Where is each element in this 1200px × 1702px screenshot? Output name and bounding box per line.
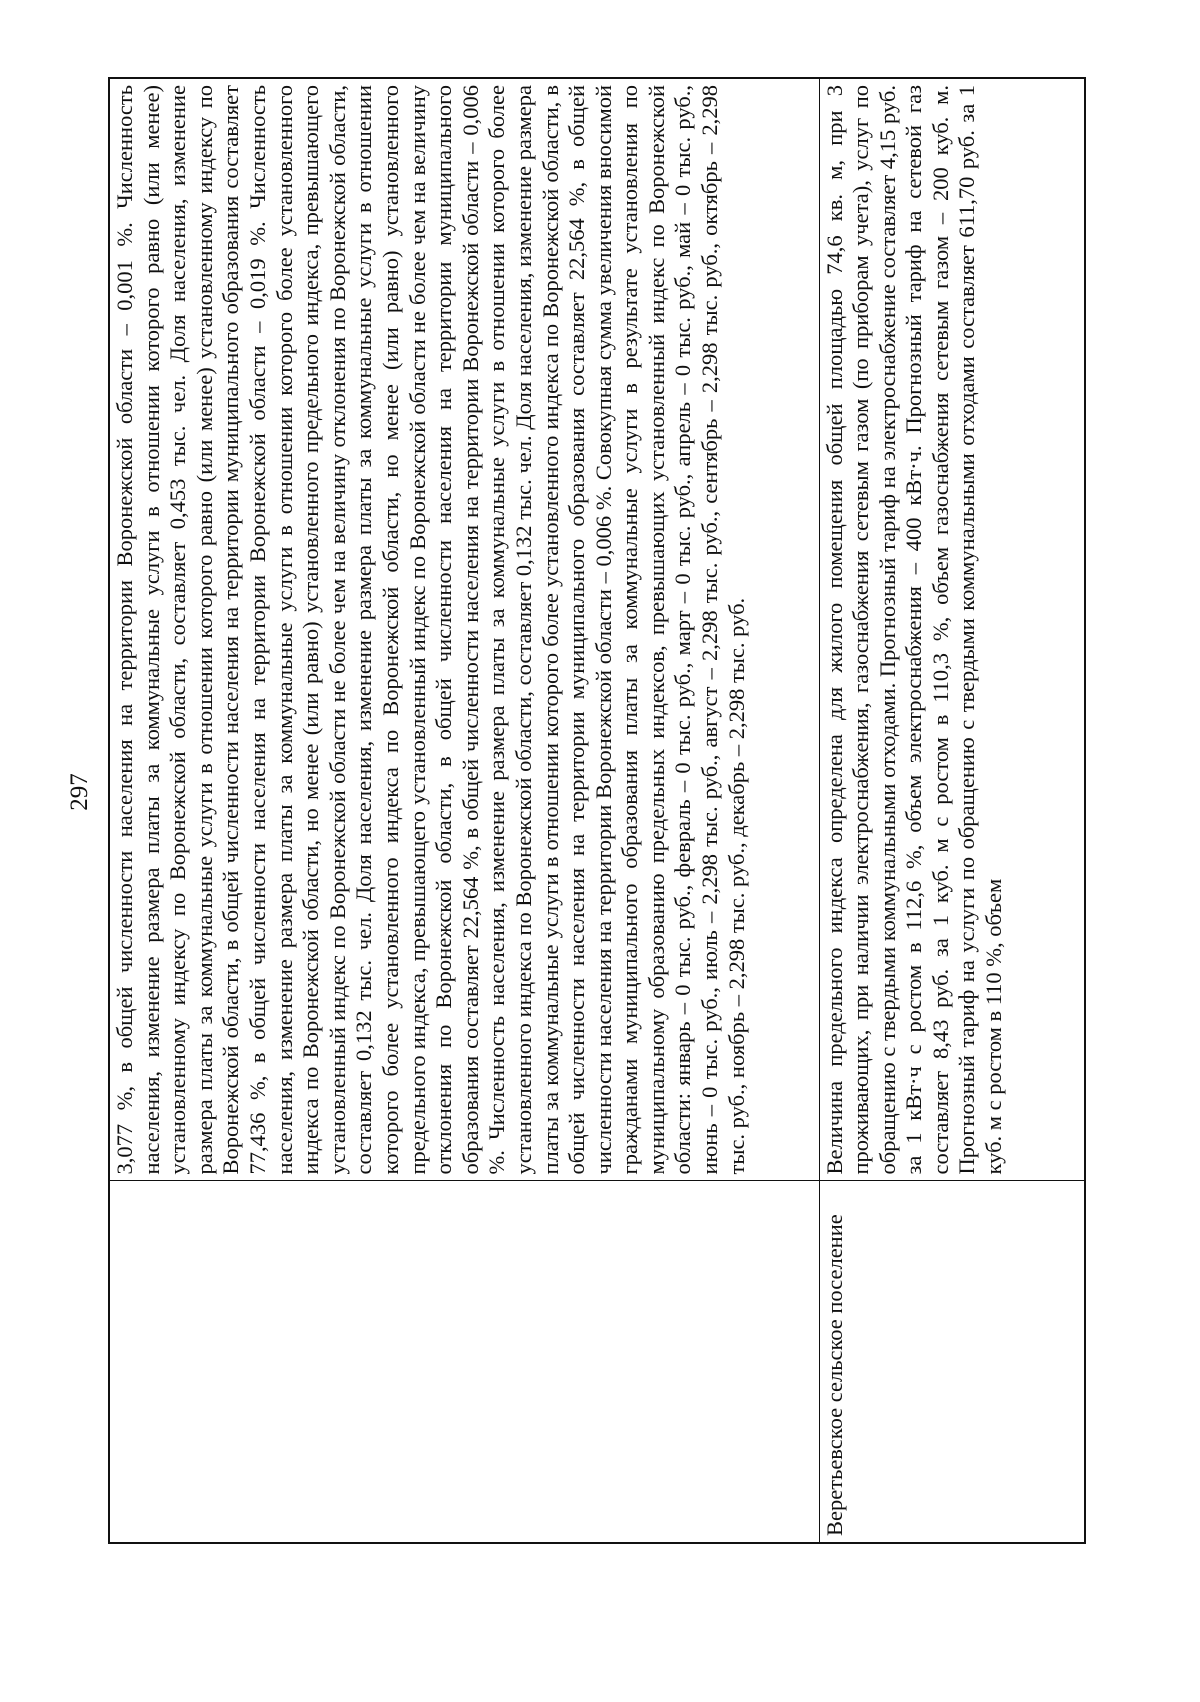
document-table (108, 77, 1086, 1544)
description-cell: Величина предельного индекса определена для жилого помещения общей площадью 74,6 кв. м, при 3 проживающих, при наличии электроснабжения, газоснабжения сетевым газом (по приборам учета), услуг по обращению с твердыми коммунальными отходами. Прогнозный тариф на электроснабжение составляет 4,15 руб. за 1 кВт·ч с ростом в 112,6 %, объем электроснабжения – 400 кВт·ч. Прогнозный тариф на сетевой газ составляет 8,43 руб. за 1 куб. м с ростом в 110,3 %, объем газоснабжения сетевым газом – 200 куб. м. Прогнозный тариф на услуги по обращению с твердыми коммунальными отходами составляет 611,70 руб. за 1 куб. м с ростом в 110 %, объем (819, 78, 1085, 1181)
table-row (109, 78, 819, 1543)
municipality-name-cell (109, 1181, 819, 1543)
table-row (819, 78, 1085, 1543)
rotated-table-wrapper (108, 79, 1084, 1544)
municipality-name-cell: Веретьевское сельское поселение (819, 1181, 1085, 1543)
page-number: 297 (66, 773, 93, 811)
description-cell: 3,077 %, в общей численности населения на территории Воронежской области – 0,001 %. Численность населения, изменение размера платы за коммунальные услуги в отношении которого равно (или менее) установленному индексу по Воронежской области, составляет 0,453 тыс. чел. Доля населения, изменение размера платы за коммунальные услуги в отношении которого равно (или менее) установленному индексу по Воронежской области, в общей численности населения на территории муниципального образования составляет 77,436 %, в общей численности населения на территории Воронежской области – 0,019 %. Численность населения, изменение размера платы за коммунальные услуги в отношении которого более установленного индекса по Воронежской области, но менее (или равно) установленного предельного индекса, превышающего установленный индекс по Воронежской области не более чем на величину отклонения по Воронежской области, составляет 0,132 тыс. чел. Доля населения, изменение размера платы за коммунальные услуги в отношении которого более установленного индекса по Воронежской области, но менее (или равно) установленного предельного индекса, превышающего установленный индекс по Воронежской области не более чем на величину отклонения по Воронежской области, в общей численности населения на территории муниципального образования составляет 22,564 %, в общей численности населения на территории Воронежской области – 0,006 %. Численность населения, изменение размера платы за коммунальные услуги в отношении которого более установленного индекса по Воронежской области, составляет 0,132 тыс. чел. Доля населения, изменение размера платы за коммунальные услуги в отношении которого более установленного индекса по Воронежской области, в общей численности населения на территории муниципального образования составляет 22,564 %, в общей численности населения на территории Воронежской области – 0,006 %. Совокупная сумма увеличения вносимой гражданами муниципального образования платы за коммунальные услуги в результате установления по муниципальному образованию предельных индексов, превышающих установленный индекс по Воронежской области: январь – 0 тыс. руб., февраль – 0 тыс. руб., март – 0 тыс. руб., апрель – 0 тыс. руб., май – 0 тыс. руб., июнь – 0 тыс. руб., июль – 2,298 тыс. руб., август – 2,298 тыс. руб., сентябрь – 2,298 тыс. руб., октябрь – 2,298 тыс. руб., ноябрь – 2,298 тыс. руб., декабрь – 2,298 тыс. руб. (109, 78, 819, 1181)
